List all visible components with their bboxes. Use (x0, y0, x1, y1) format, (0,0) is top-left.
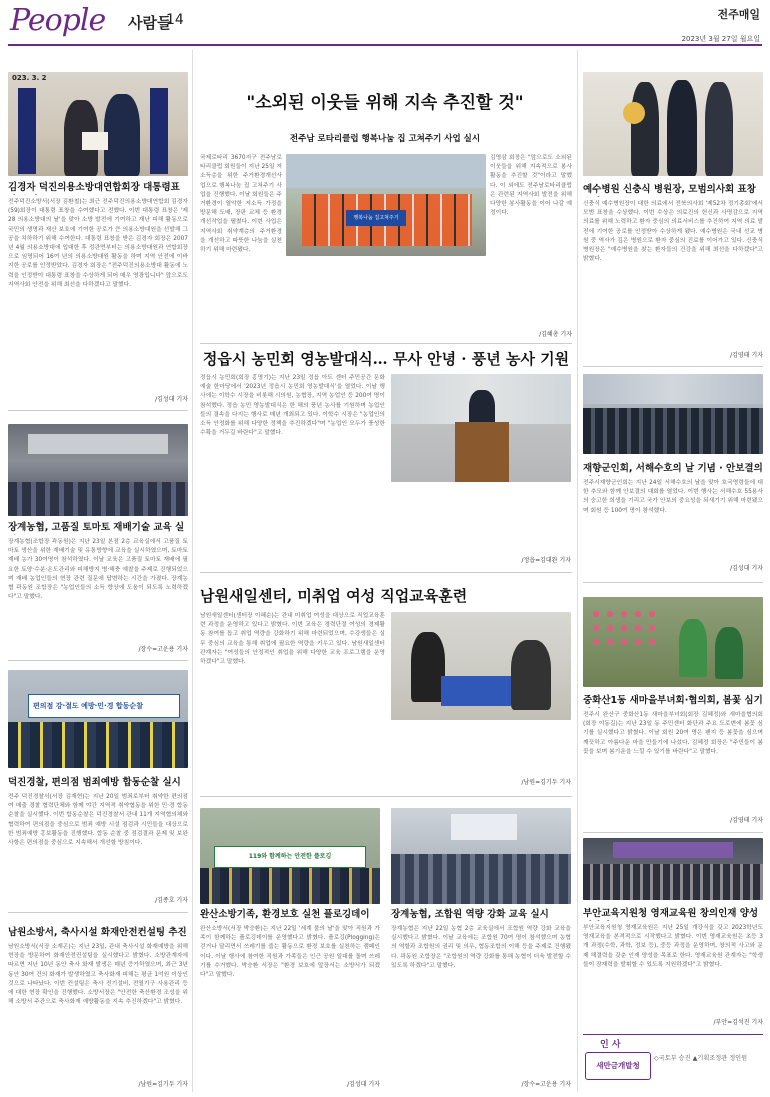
yesu-hospital-headline-box (583, 183, 763, 197)
article-divider (200, 343, 572, 344)
jaegun-byline-box (583, 564, 763, 574)
article-divider (583, 832, 763, 833)
wansan-fire-headline: 완산소방기족, 환경보호 실천 플로깅데이 (200, 909, 370, 920)
jangsu-tomato-headline: 장계농협, 고품질 토마토 재배기술 교육 실 (8, 522, 185, 533)
kim-award-byline-box (8, 395, 188, 405)
jeongeup-body: 정읍시 농민회(회장 홍명기)는 지난 23일 정읍 아트 센터 주민공간 문화예술 한마당에서 '2023년 정읍시 농민회 영농발대식'을 열었다. 이날 행사에는 이학수 시장을 비롯해 시의원, 농협장, 지역 농업인 등 200여 명이 참석했다. 정읍 농민 영농발대식은 한 해의 풍년 농사를 기원하며 농업인들의 결속을 다지는 행사로 매년 개최되고 있다. 이학수 시장은 "농업인의 소득 안정화를 위해 다양한 정책을 추진하겠다"며 "농업인 모두가 풍성한 수확을 거두길 바란다"고 말했다. (200, 375, 385, 437)
article-divider (8, 660, 188, 661)
buan-school-byline: /부안=김석진 기자 (713, 1019, 763, 1026)
flag (18, 88, 36, 174)
buan-school-body: 부안교육지원청 영재교육원은 지난 25일 개강식을 갖고 2023학년도 영재교육을 본격적으로 시작했다고 밝혔다. 이번 영재교육원은 초등 3개 과정(수학, 과학, 정보 등), 중등 과정을 운영하며, 창의적 사고와 문제 해결력을 갖춘 인재 양성을 목표로 한다. 영재교육원 관계자는 "학생들이 잠재력을 발휘할 수 있도록 지원하겠다"고 밝혔다. (583, 925, 763, 968)
junghwasan-byline-box (583, 816, 763, 826)
buan-school-body-box (583, 924, 763, 1016)
jangsu-tomato-byline-box (8, 645, 188, 655)
namwon-fire-byline-box (8, 1080, 188, 1090)
deokjin-police-body-box (8, 793, 188, 893)
personnel-org: 새만금개발청 (596, 1061, 640, 1070)
photo-banner: 023. 3. 2 (12, 74, 47, 82)
column-divider (192, 50, 193, 1092)
jaegun-body-box (583, 479, 763, 563)
jangsu-tomato-body: 장계농협(조합장 곽동원)은 지난 23일 본점 2층 교육실에서 고품질 토마토 생산을 위한 재배기술 및 유통방향에 교육을 실시하였으며, 토마토 재배 농가 30여명이 참석하였다. 이날 교육은 고품질 토마토 재배에 필요한 토양·수분·온도관리와 피해방지 병·해충 예찰을 주제로 진행되었으며 재배 농업인들의 현장 관련 질문에 답변하는 시간을 가졌다. 장계농협 곽동원 조합장은 "농업인들의 소득 향상에 도움이 되도록 노력하겠다"고 말했다. (8, 539, 188, 601)
namwon-women-body-box (200, 612, 385, 788)
article-divider (8, 410, 188, 411)
deokjin-police-body: 전주 덕진경찰서(서장 김재현)는 지난 20일 범죄로부터 취약한 편의점 여 매출 경찰 협력단체와 함께 야간 지역적 취약협동을 위한 민·경 합동순찰을 실시했다. 이번 합동순찰은 덕진경찰서 관내 11개 지역협의체와 협력하여 편의점을 중심으로 범죄 예방 시설 점검과 시민들을 대상으로 한 범죄예방 홍보활동을 진행했다. 합동 순찰 중 점검결과 문제 및 보완사항은 편의점을 중심으로 지속해서 개선할 방침이다. (8, 794, 188, 847)
jangsu-tomato-headline-box (8, 521, 188, 535)
jeongeup-photo (391, 374, 571, 482)
junghwasan-body: 전주시 완산구 중화산1동 새마을부녀회(회장 김혜정)와 새마을협의회(회장 이동길)는 지난 23일 동 주민센터 화단과 주요 도로변에 봄꽃 심기를 실시했다고 밝혔다. 이날 회원 20여 명은 팬지 등 봄꽃을 심으며 깨끗하고 아름다운 마을 만들기에 나섰다. 김혜정 회장은 "주민들이 봄꽃을 보며 봄기운을 느낄 수 있기를 바란다"고 말했다. (583, 712, 763, 755)
namwon-fire-byline: /남원=김기두 기자 (138, 1081, 188, 1088)
personnel-body-box (654, 1054, 762, 1090)
jangsu-coop-headline-box (391, 908, 571, 922)
rotary-headline: "소외된 이웃들 위해 지속 추진할 것" (246, 93, 524, 113)
jangsu-coop-byline-box (391, 1080, 571, 1090)
kim-award-headline-box (8, 181, 188, 195)
column-divider (577, 50, 578, 1092)
person (679, 619, 707, 677)
training-equipment (441, 676, 511, 706)
personnel-rule (583, 1034, 763, 1035)
buan-school-headline: 부안교육지원청 영재교육원 창의인재 양성 (583, 908, 759, 919)
jeongeup-body-box (200, 374, 385, 564)
junghwasan-headline-box (583, 694, 763, 708)
jaegun-headline: 재향군인회, 서해수호의 날 기념 · 안보결의 (583, 463, 763, 474)
screen (451, 814, 517, 840)
rotary-photo (286, 154, 486, 256)
jeongeup-headline: 정읍시 농민회 영농발대식… 무사 안녕 · 풍년 농사 기원 (202, 350, 570, 368)
jangsu-coop-photo (391, 808, 571, 904)
person (511, 640, 551, 710)
page-number: 14 (166, 12, 184, 28)
plogging-banner-text: 119와 함께하는 안전한 플로깅 (248, 853, 332, 860)
rotary-body-right: 김영삼 회장은 "앞으로도 소외된 이웃들을 위해 지속적으로 봉사활동을 추진할 것"이라고 말했다. 이 외에도 전주남로타리클럽은 관련된 지역사회 발전을 위해 다양한 봉사활동을 이어 나갈 예정이다. (490, 155, 572, 217)
participants (200, 868, 380, 904)
person (104, 94, 140, 176)
background-building (583, 374, 763, 404)
section-title-english: People (10, 3, 106, 38)
jangsu-tomato-byline: /장수=고운용 기자 (138, 646, 188, 653)
buan-school-photo (583, 838, 763, 900)
plogging-banner (214, 846, 366, 868)
volunteer-banner-text: 행복나눔 집고쳐주기 (353, 215, 399, 221)
yesu-hospital-headline: 예수병원 신충식 병원장, 모범의사회 표창 (583, 184, 756, 195)
rotary-subheadline: 전주남 로타리클럽 행복나눔 집 고쳐주기 사업 실시 (289, 134, 481, 144)
rotary-byline-box (490, 330, 572, 340)
yesu-hospital-byline: /김영태 기자 (730, 352, 763, 359)
jangsu-coop-body-box (391, 925, 571, 1077)
rotary-body-left: 국제로타리 3670지구 전주남로타리클럽 회원들이 지난 25일 저소득층을 위한 주거환경개선사업으로 행복나눔 집 고쳐주기 사업을 진행했다. 이날 회원들은 주거환경이 열악한 저소득 가정을 방문해 도배, 장판 교체 등 환경 개선작업을 펼쳤다. 이번 사업은 지역사회 취약계층의 주거환경을 개선하고 따뜻한 나눔을 실천하기 위해 마련됐다. (200, 155, 282, 254)
officers (8, 722, 188, 768)
article-divider (583, 582, 763, 583)
jangsu-coop-body: 장계농협은 지난 22일 농협 2층 교육실에서 조합원 역량 강화 교육을 실시했다고 밝혔다. 이날 교육에는 조합원 70여 명이 참석했으며 농협의 역할과 조합원의 권리 및 의무, 협동조합의 이해 등을 주제로 진행됐다. 곽동원 조합장은 "조합원의 역량 강화를 통해 농협이 더욱 발전할 수 있도록 하겠다"고 말했다. (391, 926, 571, 969)
deokjin-police-byline-box (8, 896, 188, 906)
kim-award-headline: 김경자 덕진의용소방대연합회장 대통령표 (8, 182, 180, 193)
rotary-byline: /김혜총 기자 (539, 331, 572, 338)
rotary-body-left-box (200, 154, 282, 324)
jaegun-photo (583, 374, 763, 454)
jangsu-coop-byline: /장수=고운용 기자 (521, 1081, 571, 1088)
namwon-women-byline: /남원=김기두 기자 (521, 779, 571, 786)
namwon-fire-headline: 남원소방서, 축사시설 화재안전컨설팅 추진 (8, 927, 187, 938)
rotary-body-right-box (490, 154, 572, 254)
junghwasan-body-box (583, 711, 763, 815)
jaegun-body: 전주시재향군인회는 지난 24일 서해수호의 날을 맞아 호국영령들에 대한 추모와 함께 안보결의 대회를 열었다. 이번 행사는 서해수호 55용사의 숭고한 희생을 기리고 국가 안보의 중요성을 되새기기 위해 마련됐으며 회원 등 100여 명이 참석했다. (583, 480, 763, 514)
screen (28, 434, 168, 454)
article-divider (200, 796, 572, 797)
yesu-hospital-body-box (583, 200, 763, 350)
wansan-fire-byline: /김성대 기자 (347, 1081, 380, 1088)
person (667, 80, 697, 176)
namwon-women-byline-box (391, 778, 571, 788)
article-divider (583, 366, 763, 367)
students (583, 864, 763, 900)
flowers (589, 607, 659, 647)
jeongeup-body-continued-box (391, 486, 571, 550)
wansan-fire-photo (200, 808, 380, 904)
deokjin-police-headline: 덕진경찰, 편의점 범죄예방 합동순찰 실시 (8, 777, 181, 788)
jaegun-headline-box (583, 462, 763, 476)
jangsu-tomato-body-box (8, 538, 188, 644)
person (705, 82, 733, 176)
article-divider (200, 572, 572, 573)
namwon-fire-body: 남원소방서(서장 소재곤)는 지난 23일, 관내 축사시설 화재예방을 위해 현장을 방문하여 화재안전컨설팅을 실시했다고 밝혔다. 소방관계자에 따르면 지난 10년 동안 축사 화재 발생은 매년 증가하였으며, 최근 3년 동안 30여 건의 화재가 발생하였고 축사화재 피해는 평균 1억원 이상인 것으로 나타났다. 이번 컨설팅은 축사 전기설비, 전열기구 사용관리 등에 대한 현장 확인을 진행했다. 소방서장은 "안전한 축산환경 조성을 위해 소방서 주관으로 축사화재 예방활동을 지속 추진하겠다"고 밝혔다. (8, 944, 188, 1006)
kim-award-photo (8, 72, 188, 176)
jeongeup-byline: /정읍=김대완 기자 (521, 557, 571, 564)
deokjin-police-headline-box (8, 776, 188, 790)
buan-school-byline-box (583, 1018, 763, 1028)
flower-bouquet (623, 102, 645, 124)
person (411, 632, 445, 702)
buan-school-headline-box (583, 907, 763, 921)
volunteer-banner (346, 210, 406, 226)
article-divider (8, 912, 188, 913)
jaegun-byline: /김성대 기자 (730, 565, 763, 572)
personnel-title: 인 사 (600, 1040, 621, 1050)
namwon-women-photo (391, 612, 571, 720)
podium (455, 422, 509, 482)
junghwasan-photo (583, 597, 763, 687)
yesu-hospital-byline-box (583, 351, 763, 361)
junghwasan-byline: /김영태 기자 (730, 817, 763, 824)
wansan-fire-body-box (200, 925, 380, 1077)
issue-date: 2023년 3월 27일 월요일 (681, 35, 760, 43)
yesu-hospital-body: 신충식 예수병원장이 대한 의료에서 전북의사회 '제52차 정기총회'에서 모범 표창을 수상했다. 이번 수상은 의료진의 헌신과 사명감으로 지역 의료를 위해 노력하고 환자 중심의 의료서비스를 추진하여 지역 의료 발전에 기여한 공로를 인정받아 수상하게 됐다. 예수병원은 국내 선교 병원 중 역사가 깊은 병원으로 환자 중심의 진료를 이어가고 있다. 신충식 병원장은 "예수병원을 찾는 환자들의 건강을 위해 최선을 다하겠다"고 밝혔다. (583, 201, 763, 263)
wansan-fire-headline-box (200, 908, 380, 922)
kim-award-body: 전주덕진소방서(서장 김환철)는 최근 전주덕진의용소방대연합회 김경자(59)회장이 대통령 표창을 수여했다고 전했다. 이번 대통령 표창은 '제28 의용소방대의 날'을 맞아 소방 발전에 기여하고 재난 피해 활동으로 국민의 생명과 재산 보호에 기여한 공로가 큰 의용소방대원을 선발해 그 공을 치하하기 위해 수여한다. 대통령 표창을 받은 김경자 회장은 2007년 4월 의용소방대에 입대한 후 정관면부터는 의용소방대원과 연합회장으로 임명되어 16여 년의 의용소방대원 활동을 하며 지역 안전에 이바지한 공로를 인정받았다. 김경자 회장은 "전주덕진의용소방대 활동에 노력을 인정받아 대통령 표창을 수상하게 되어 매우 영광입니다" 앞으로도 지역사회 안전을 위해 최선을 다하겠다고 말했다. (8, 199, 188, 288)
stage-banner (613, 842, 733, 858)
section-title-korean: 사람들 (128, 14, 172, 32)
deokjin-police-byline: /김종호 기자 (155, 897, 188, 904)
flag (150, 88, 168, 174)
campaign-banner-text: 편의점 강·절도 예방·민·경 합동순찰 (33, 702, 143, 710)
jeongeup-byline-box (391, 556, 571, 566)
namwon-fire-body-box (8, 943, 188, 1076)
wansan-fire-byline-box (200, 1080, 380, 1090)
namwon-women-body: 남원새일센터(센터장 이혜순)는 관내 미취업 여성을 대상으로 직업교육훈련 과정을 운영하고 있다고 밝혔다. 이번 교육은 경력단절 여성의 경제활동 참여를 돕고 취업 역량을 강화하기 위해 마련되었으며, 수강생들은 실무 중심의 교육을 통해 취업에 필요한 역량을 키우고 있다. 남원새일센터 관계자는 "여성들의 안정적인 취업을 위해 다양한 교육 프로그램을 운영하겠다"고 말했다. (200, 613, 385, 666)
namwon-fire-headline-box (8, 926, 188, 940)
audience (8, 482, 188, 516)
kim-award-body-box (8, 198, 188, 394)
wansan-fire-body: 완산소방서(서장 박승환)는 지난 22일 '세계 물의 날'을 맞아 직원과 가족이 함께하는 플로깅데이를 운영했다고 밝혔다. 플로깅(Plogging)은 걷거나 달리면서 쓰레기를 줍는 활동으로 환경 보호를 실천하는 캠페인이다. 이날 행사에 참여한 직원과 가족들은 인근 공원 일대를 돌며 쓰레기를 수거했다. 박승환 서장은 "환경 보호에 앞장서는 소방서가 되겠다"고 말했다. (200, 926, 380, 979)
audience (391, 854, 571, 904)
yesu-hospital-photo (583, 72, 763, 176)
personnel-body: ◇국토부 승진 ▲기획조정관 정인원 (654, 1055, 748, 1062)
newspaper-name: 전주매일 (717, 8, 760, 21)
person (631, 82, 659, 176)
crowd (583, 408, 763, 454)
junghwasan-headline: 중화산1동 새마을부녀회·협의회, 봄꽃 심기 (583, 695, 763, 706)
sky (286, 154, 486, 188)
campaign-banner (28, 694, 180, 718)
personnel-org-box (585, 1052, 651, 1080)
certificate (82, 132, 108, 150)
jangsu-tomato-photo (8, 424, 188, 516)
header-rule (8, 44, 762, 46)
person (715, 627, 743, 679)
deokjin-police-photo (8, 670, 188, 768)
jangsu-coop-headline: 장계농협, 조합원 역량 강화 교육 실시 (391, 909, 549, 920)
kim-award-byline: /김성대 기자 (155, 396, 188, 403)
namwon-women-headline: 남원새일센터, 미취업 여성 직업교육훈련 (200, 587, 468, 605)
